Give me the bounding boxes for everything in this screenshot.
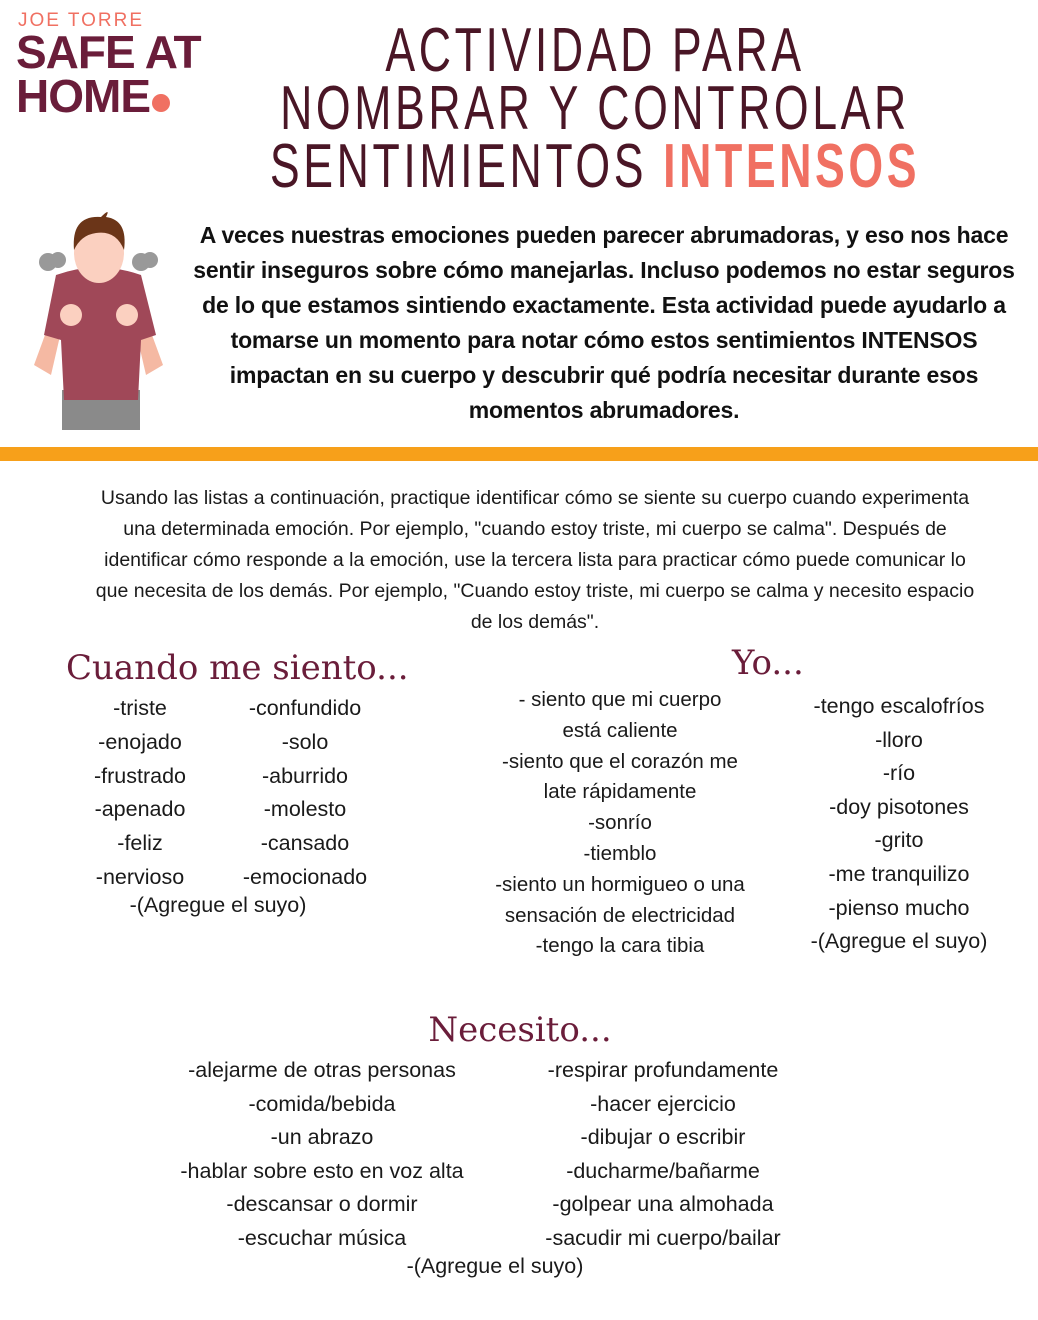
- list-item: -siento un hormigueo o una: [495, 872, 745, 896]
- list-item: -apenado: [94, 797, 186, 822]
- list-item: -hablar sobre esto en voz alta: [180, 1158, 464, 1183]
- logo-line2: HOME: [16, 74, 201, 118]
- list-item: -molesto: [263, 797, 347, 822]
- list-item: -hacer ejercicio: [590, 1091, 736, 1116]
- list-item: -grito: [874, 828, 924, 853]
- list-item: -tiemblo: [583, 841, 657, 865]
- list-item: -(Agregue el suyo): [406, 1254, 584, 1278]
- lead-paragraph: A veces nuestras emociones pueden parecer abrumadoras, y eso nos hace sentir inseguros sobre cómo manejarlas. Incluso podemos no estar seguros de lo que estamos sintiendo exactamente. Esta actividad puede ayudarlo a tomarse un momento para notar cómo estos sentimientos INTENSOS impactan en su cuerpo y descubrir qué podría necesitar durante esos momentos abrumadores.: [193, 222, 1015, 423]
- need-heading: Necesito...: [428, 1010, 612, 1050]
- list-item: está caliente: [562, 718, 678, 742]
- list-item: -feliz: [117, 831, 163, 856]
- yo-list-right: [780, 690, 1018, 959]
- list-item: -triste: [113, 696, 167, 720]
- yo-list-left: [465, 685, 775, 962]
- title-line2: NOMBRAR Y CONTROLAR: [280, 74, 910, 143]
- list-item: -(Agregue el suyo): [810, 929, 988, 954]
- list-item: -escuchar música: [237, 1225, 407, 1250]
- instructions-paragraph: Usando las listas a continuación, practique identificar cómo se siente su cuerpo cuando experimenta una determinada emoción. Por ejemplo, "cuando estoy triste, mi cuerpo se calma". Después de identificar cómo responde a la emoción, use la tercera lista para practicar cómo puede comunicar lo que necesita de los demás. Por ejemplo, "Cuando estoy triste, mi cuerpo se calma y necesito espacio de los demás".: [95, 487, 975, 633]
- list-item: -doy pisotones: [829, 794, 969, 819]
- list-item: -río: [882, 761, 916, 786]
- list-item: -tengo escalofríos: [813, 694, 985, 718]
- list-item: - siento que mi cuerpo: [518, 688, 722, 711]
- list-item: sensación de electricidad: [504, 903, 736, 927]
- title-line1: ACTIVIDAD PARA: [385, 16, 805, 85]
- page-title: [95, 16, 1038, 201]
- title-line3: SENTIMIENTOS INTENSOS: [269, 132, 921, 201]
- list-item: -lloro: [875, 727, 923, 752]
- list-item: -descansar o dormir: [226, 1192, 418, 1217]
- need-list-left: [144, 1054, 500, 1256]
- list-item: -emocionado: [242, 864, 368, 889]
- list-item: -me tranquilizo: [828, 861, 970, 886]
- need-list-right: [504, 1054, 822, 1256]
- list-item: -cansado: [260, 831, 350, 856]
- list-item: -un abrazo: [270, 1125, 374, 1150]
- list-item: -sonrío: [588, 811, 652, 835]
- list-item: -confundido: [248, 696, 362, 720]
- feel-list-right: [225, 692, 385, 895]
- list-item: -golpear una almohada: [552, 1192, 774, 1217]
- logo-line1: SAFE AT: [16, 26, 201, 78]
- list-item: -dibujar o escribir: [580, 1125, 746, 1150]
- list-item: -aburrido: [261, 763, 349, 788]
- list-item: -frustrado: [93, 763, 186, 788]
- list-item: -tengo la cara tibia: [535, 934, 705, 958]
- yo-heading: Yo...: [732, 643, 804, 683]
- list-item: -comida/bebida: [248, 1091, 396, 1116]
- list-item: -alejarme de otras personas: [188, 1058, 456, 1082]
- angry-boy-illustration: [26, 205, 171, 430]
- list-item: -(Agregue el suyo): [129, 893, 307, 917]
- feel-heading: Cuando me siento...: [66, 648, 409, 688]
- logo-tagline: JOE TORRE: [18, 10, 145, 31]
- divider-bar: [0, 447, 1038, 461]
- list-item: -nervioso: [95, 864, 185, 889]
- list-item: -pienso mucho: [828, 895, 970, 920]
- list-item: -enojado: [98, 729, 182, 754]
- list-item: -sacudir mi cuerpo/bailar: [545, 1225, 781, 1250]
- feel-list-left: [60, 692, 220, 895]
- list-item: late rápidamente: [543, 780, 697, 804]
- list-item: -siento que el corazón me: [502, 749, 738, 773]
- list-item: -respirar profundamente: [547, 1058, 779, 1082]
- list-item: -ducharme/bañarme: [566, 1158, 760, 1183]
- list-item: -solo: [281, 729, 329, 754]
